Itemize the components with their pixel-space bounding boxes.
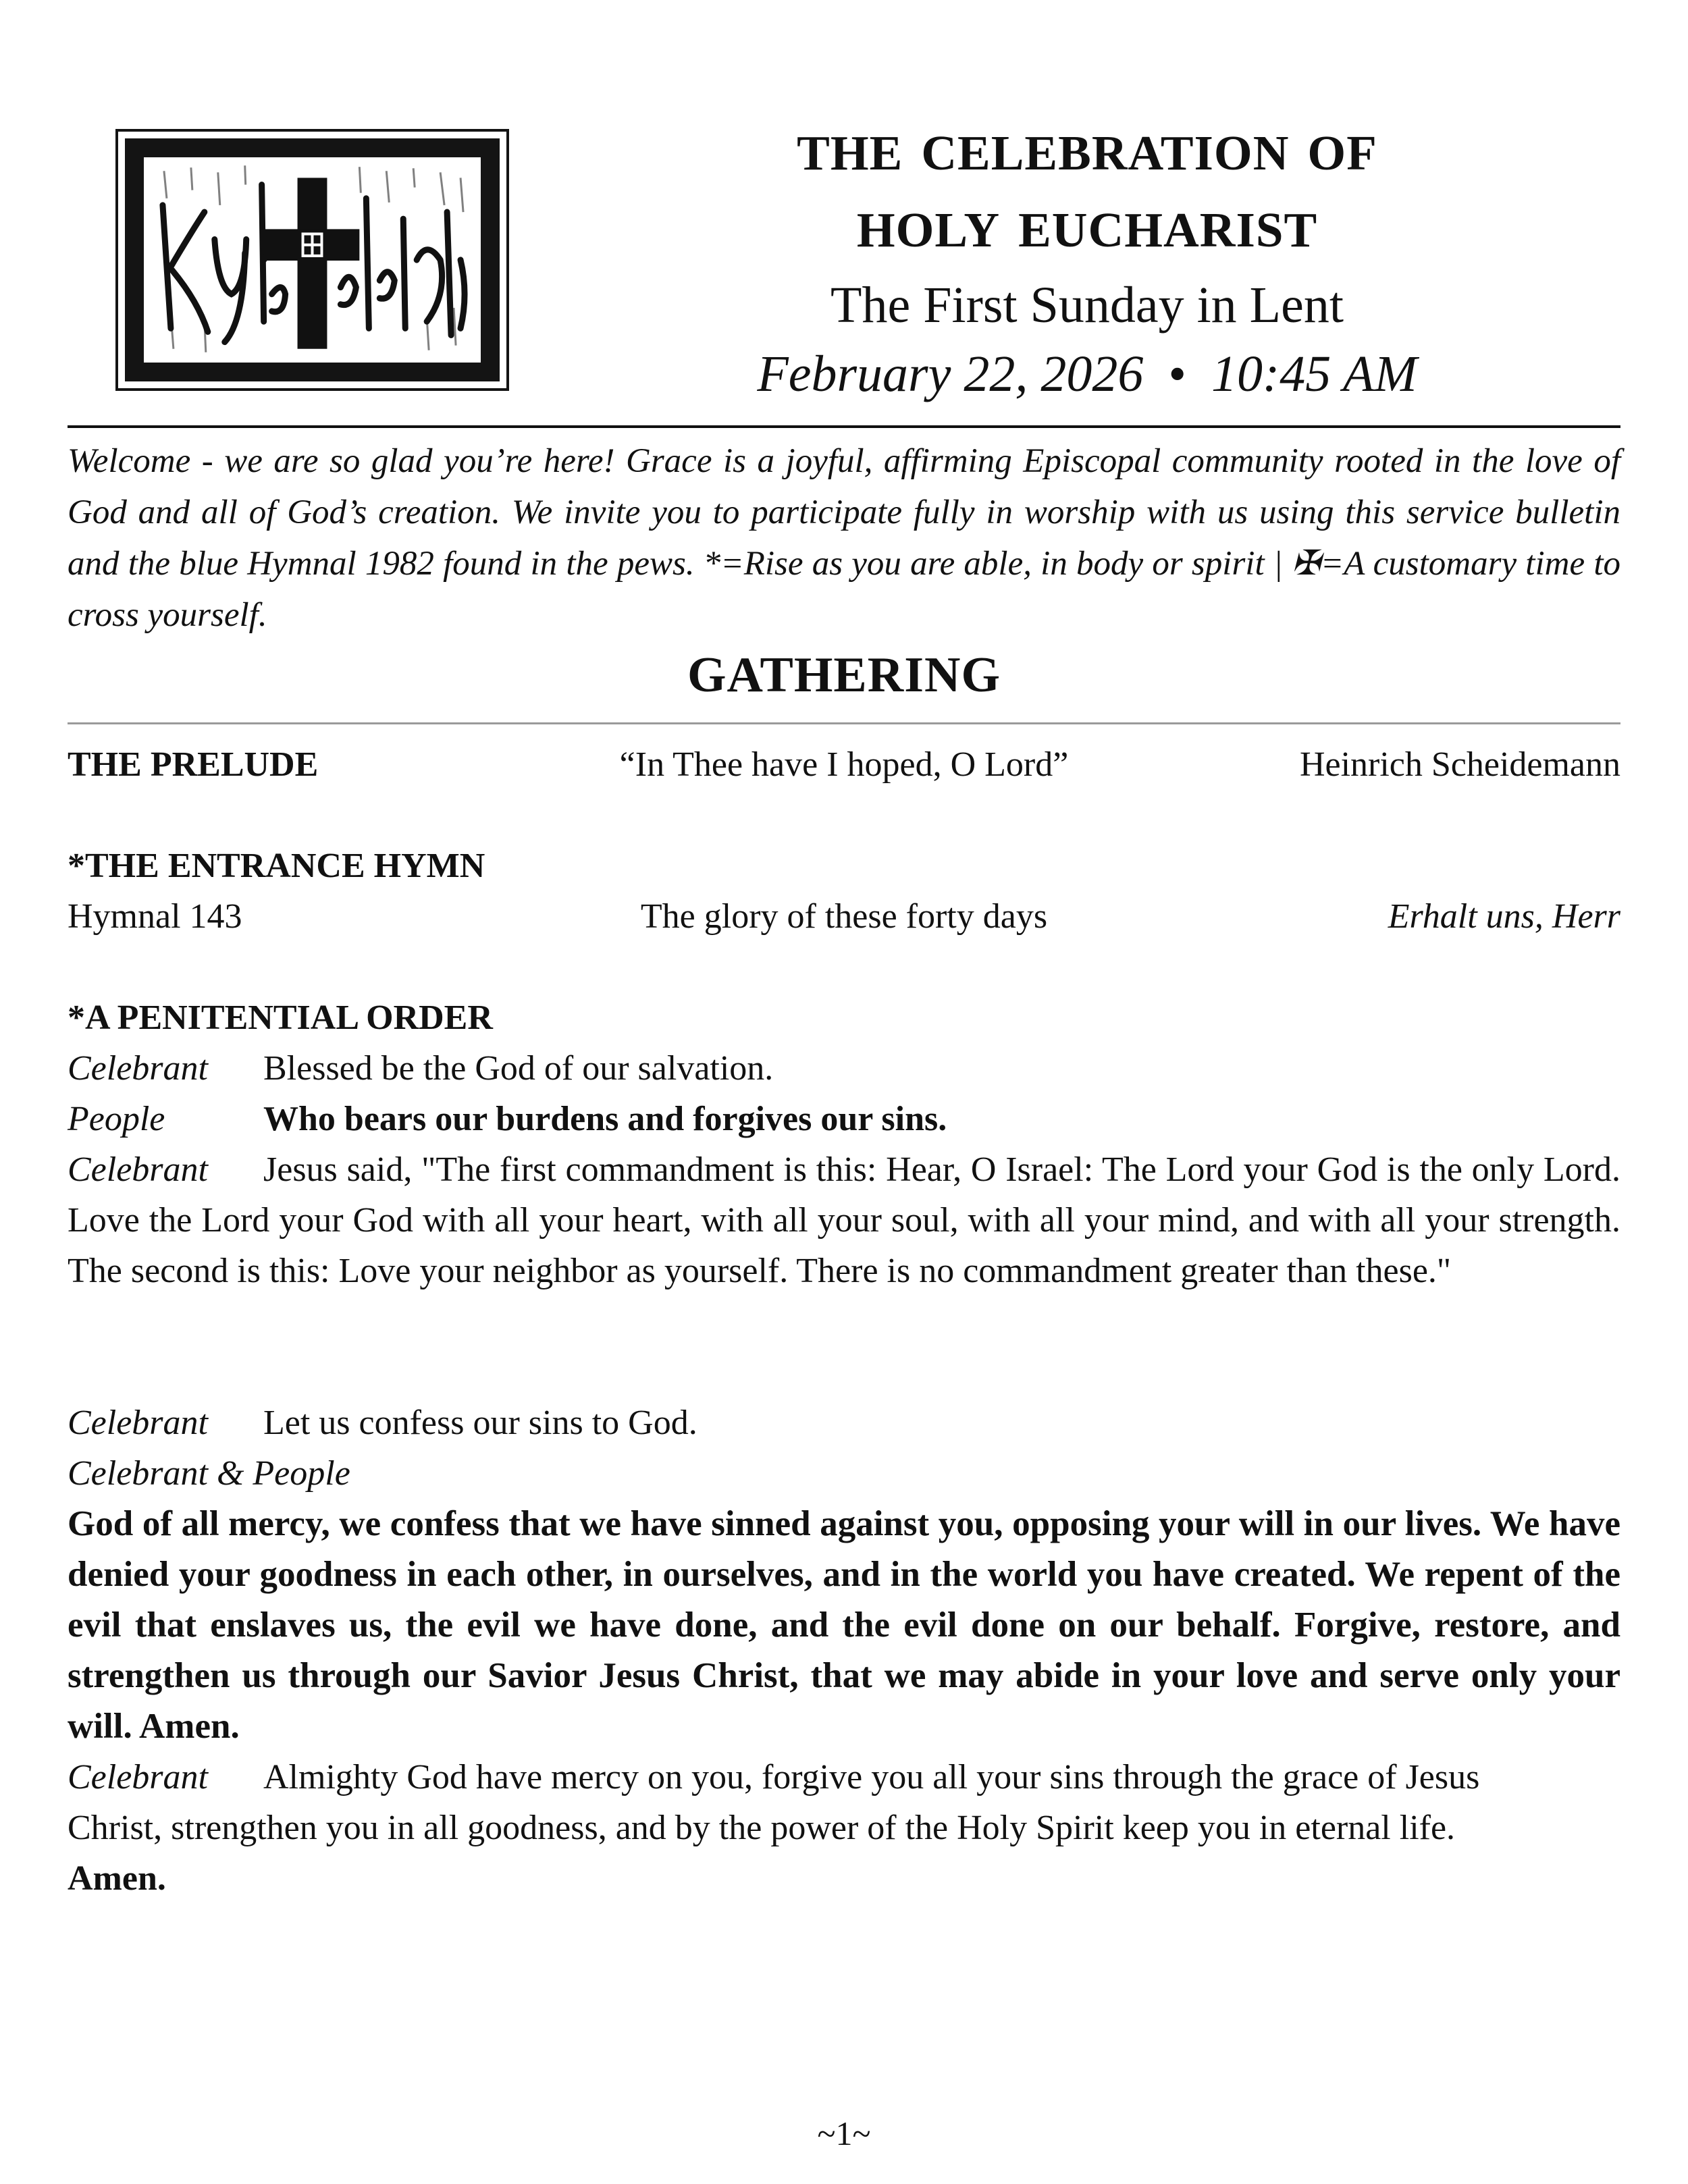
confession-text: God of all mercy, we confess that we have sinned against you, opposing your will in our lives. We have denied your goodness in each other, in ourselves, and in the world you have created. We repent of the evil that enslaves us, the evil we have done, and the evil done on our behalf. Forgive, restore, and strengthen us through our Savior Jesus Christ, that we may abide in your love and serve only your will. Amen. — [68, 1504, 1620, 1746]
hymn-tune: Erhalt uns, Herr — [1388, 897, 1620, 936]
section-divider — [68, 722, 1620, 724]
hymn-title: The glory of these forty days — [640, 897, 1048, 936]
header-divider — [68, 425, 1620, 428]
dialog-line — [68, 1043, 1620, 1094]
confession-role — [68, 1448, 1620, 1499]
welcome-text: Welcome - we are so glad you’re here! Grace is a joyful, affirming Episcopal community rooted in the love of God and all of God’s creation. We invite you to participate fully in worship with us using this service bulletin and the blue Hymnal 1982 found in the pews. *=Rise as you are able, in body or spirit | ✠=A customary time to cross yourself. — [68, 442, 1620, 634]
title-line-1: the celebration of — [797, 107, 1377, 185]
title-block — [648, 108, 1526, 408]
dialog-text: Let us confess our sins to God. — [263, 1404, 697, 1442]
prelude-composer: Heinrich Scheidemann — [1299, 745, 1620, 784]
people-response: Who bears our burdens and forgives our sins. — [263, 1100, 947, 1138]
role-label: Celebrant — [68, 1404, 208, 1442]
hymnal-number: Hymnal 143 — [68, 897, 242, 936]
absolution-text: Almighty God have mercy on you, forgive you all your sins through the grace of Jesus Christ, strengthen you in all goodness, and by the power of the Holy Spirit keep you in eternal life. — [68, 1758, 1480, 1847]
role-label: Celebrant — [68, 1150, 208, 1189]
commandment-paragraph — [68, 1144, 1620, 1296]
dialog-text: Blessed be the God of our salvation. — [263, 1049, 774, 1088]
role-label: People — [68, 1100, 165, 1138]
service-date: February 22, 2026 — [757, 346, 1144, 402]
service-dateline — [648, 340, 1526, 408]
penitential-order-heading: *A PENITENTIAL ORDER — [68, 998, 493, 1037]
service-subtitle: The First Sunday in Lent — [830, 277, 1344, 334]
amen-response: Amen. — [68, 1859, 166, 1898]
dialog-line — [68, 1397, 1620, 1448]
cross-icon — [144, 157, 481, 363]
role-label: Celebrant — [68, 1049, 208, 1088]
absolution-paragraph — [68, 1752, 1553, 1853]
role-label: Celebrant & People — [68, 1454, 350, 1493]
dialog-text: Jesus said, "The first commandment is this: Hear, O Israel: The Lord your God is the only Lord. Love the Lord your God with all your heart, with all your soul, with all your mind, and with all your strength. The second is this: Love your neighbor as yourself. There is no commandment greater than these." — [68, 1150, 1620, 1290]
section-heading-gathering: GATHERING — [687, 647, 1001, 703]
prelude-title: “In Thee have I hoped, O Lord” — [619, 745, 1069, 784]
service-time: 10:45 AM — [1211, 346, 1417, 402]
entrance-hymn-heading: *THE ENTRANCE HYMN — [68, 847, 485, 885]
prelude-label: THE PRELUDE — [68, 745, 319, 784]
role-label: Celebrant — [68, 1758, 208, 1796]
kyrie-eleison-logo — [125, 138, 500, 381]
page-number: ~1~ — [817, 2114, 871, 2152]
dialog-line — [68, 1094, 1620, 1144]
separator-bullet: • — [1168, 346, 1186, 402]
title-line-2: holy eucharist — [856, 184, 1318, 262]
